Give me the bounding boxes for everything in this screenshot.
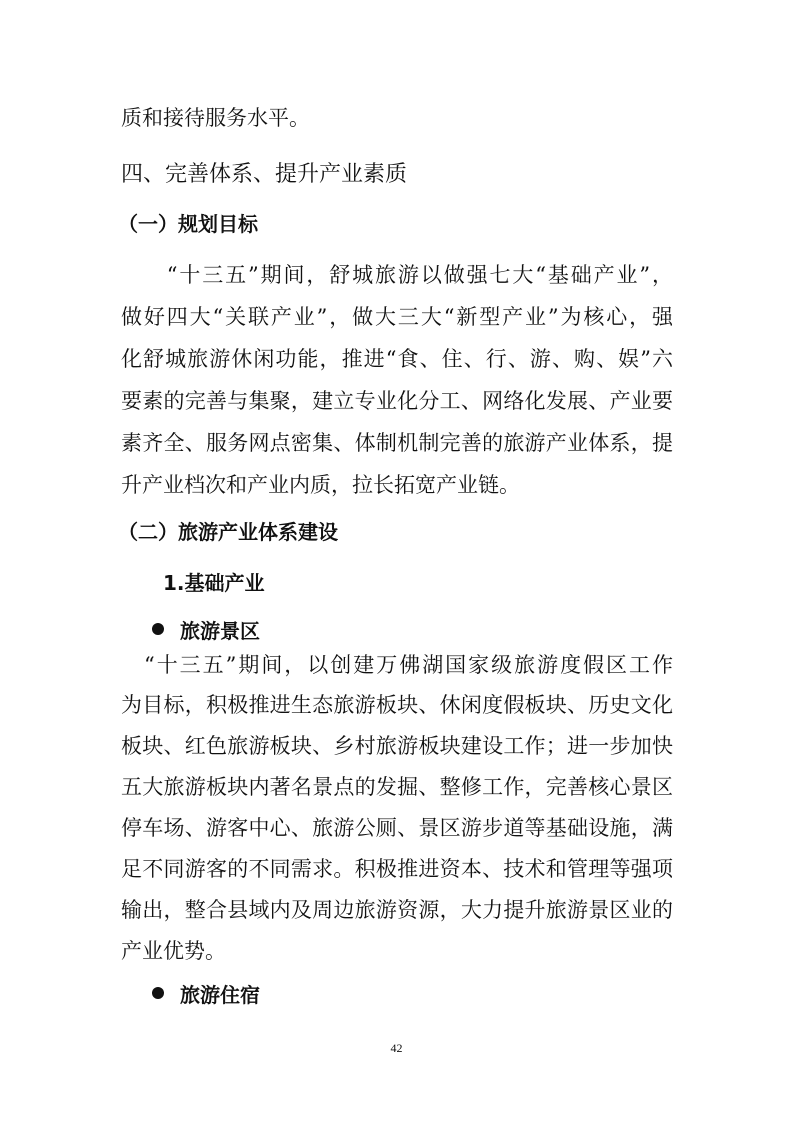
bullet-scenic-areas: [152, 614, 260, 644]
subsection-heading-industry-system: （二）旅游产业体系建设: [118, 520, 338, 544]
paragraph-line: “十三五”期间，以创建万佛湖国家级旅游度假区工作: [121, 653, 673, 677]
bullet-dot-icon: [152, 623, 164, 635]
paragraph-line: “十三五”期间，舒城旅游以做强七大“基础产业”，: [121, 263, 673, 287]
continuation-text: 质和接待服务水平。: [121, 106, 310, 130]
page-number: 42: [390, 1041, 403, 1055]
paragraph-line: 为目标，积极推进生态旅游板块、休闲度假板块、历史文化: [121, 693, 673, 717]
paragraph-line: 五大旅游板块内著名景点的发掘、整修工作，完善核心景区: [121, 775, 673, 799]
section-heading: 四、完善体系、提升产业素质: [121, 162, 408, 187]
item-heading-basic-industry: 1.基础产业: [163, 571, 265, 595]
paragraph-line: 素齐全、服务网点密集、体制机制完善的旅游产业体系，提: [121, 431, 673, 455]
paragraph-line: 停车场、游客中心、旅游公厕、景区游步道等基础设施，满: [121, 816, 673, 840]
bullet-label: 旅游住宿: [180, 982, 260, 1007]
paragraph-line: 升产业档次和产业内质，拉长拓宽产业链。: [121, 473, 520, 497]
bullet-dot-icon: [152, 987, 164, 999]
paragraph-line: 做好四大“关联产业”，做大三大“新型产业”为核心，强: [121, 305, 673, 329]
paragraph-line: 要素的完善与集聚，建立专业化分工、网络化发展、产业要: [121, 389, 673, 413]
subsection-heading-planning-goals: （一）规划目标: [118, 212, 258, 236]
paragraph-line: 输出，整合县域内及周边旅游资源，大力提升旅游景区业的: [121, 898, 673, 922]
bullet-label: 旅游景区: [180, 618, 260, 643]
bullet-accommodation: [152, 978, 260, 1008]
paragraph-line: 板块、红色旅游板块、乡村旅游板块建设工作；进一步加快: [121, 734, 673, 758]
paragraph-line: 产业优势。: [121, 939, 226, 963]
paragraph-line: 足不同游客的不同需求。积极推进资本、技术和管理等强项: [121, 857, 673, 881]
paragraph-line: 化舒城旅游休闲功能，推进“食、住、行、游、购、娱”六: [121, 347, 673, 371]
